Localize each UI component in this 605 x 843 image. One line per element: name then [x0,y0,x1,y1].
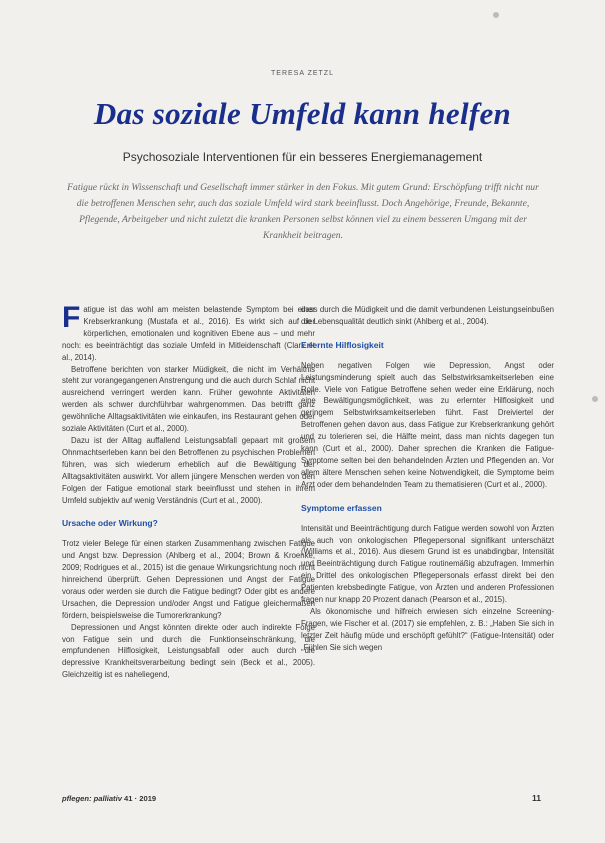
journal-footer [62,794,156,803]
paragraph: Depressionen und Angst könnten direkte oder auch indirekte Folge von Fatigue sein und durch die Funktionseinschränkung, die empfundenen Hilflosigkeit, Leistungsabfall oder auch durch die depressive Krankheitsverarbeitung bedingt sein (Beck et al., 2005). Gleichzeitig ist es naheliegend, [62,622,315,680]
section-heading: Erlernte Hilflosigkeit [301,339,384,350]
paragraph: Dazu ist der Alltag auffallend Leistungsabfall gepaart mit großem Ohnmachtserleben kann bei den Betroffenen zu psychischen Problemen führen, was sich wiederum erheblich auf die Bewältigung der Alltagsaktivitäten auswirkt. Vor allem jüngere Menschen werden von den Folgen der Fatigue emotional stark beeinflusst und stehen in ihrem Umfeld subjektiv auf wenig Verständnis (Curt et al., 2000). [62,435,315,505]
punch-mark [592,396,598,402]
lead-paragraph: Fatigue rückt in Wissenschaft und Gesellschaft immer stärker in den Fokus. Mit gutem Grund: Erschöpfung trifft nicht nur die betroffenen Menschen sehr, auch das soziale Umfeld wird stark beeinflusst. Doch Angehörige, Freunde, Bekannte, Pflegende, Arbeitgeber und nicht zuletzt die kranken Personen selbst können viel zu einem besseren Umgang mit der Krankheit beitragen. [67,182,539,241]
paragraph [62,301,315,364]
article-title: Das soziale Umfeld kann helfen [93,96,512,131]
journal-name: pflegen: palliativ [62,794,122,803]
paragraph: Trotz vieler Belege für einen starken Zusammenhang zwischen Fatigue und Angst bzw. Depression (Ahlberg et al., 2004; Brown & Kroenke, 2009; Rodrigues et al., 2015) ist die genaue Wirkungsrichtung noch nicht hinreichend überprüft. Gehen Depressionen und Angst der Fatigue voraus oder werden sie durch die Fatigue bedingt? Oder gibt es andere Ursachen, die Depression und/oder Angst und Fatigue gleichermaßen fördern, beispielsweise die Tumorerkrankung? [62,539,315,620]
paragraph: Intensität und Beeinträchtigung durch Fatigue werden sowohl von Ärzten als auch von onkologischen Pflegepersonal signifikant unterschätzt (Williams et al., 2016). Aus diesem Grund ist es unabdingbar, Intensität und Beeinträchtigung durch Fatigue routinemäßig abzufragen. Immerhin ein Drittel des onkologischen Pflegepersonals erfasst direkt bei den Patienten krebsbedingte Fatigue, von Ärzten und anderen Professionen fragen nur knapp 20 Prozent danach (Pearson et al., 2015). [301,523,554,605]
punch-mark [493,12,499,18]
drop-cap: F [62,301,81,334]
right-column [301,304,554,654]
paragraph: Neben negativen Folgen wie Depression, Angst oder Leistungsminderung spielt auch das Selbstwirksamkeitserleben eine Rolle. Viele von Fatigue Betroffene sehen weder eine Erklärung, noch eine Bewältigungsmöglichkeit, was zu erlernter Hilflosigkeit und geringem Selbstwirksamkeitserleben führt. Fast Dreiviertel der Betroffenen gehen davon aus, dass Fatigue zur Krebserkrankung gehört und zu tolerieren sei, die Hälfte meint, dass man nichts dagegen tun kann (Curt et al., 2000). Daher sprechen die Kranken die Fatigue-Symptome selten bei den behandelnden Ärzten und Pflegenden an. Vor allem ältere Menschen sehen keine Notwendigkeit, die Symptome beim Arzt oder dem behandelnden Team zu thematisieren (Curt et al., 2000). [301,360,554,489]
article-subtitle: Psychosoziale Interventionen für ein besseres Energiemanagement [122,150,483,164]
issue-number: 41 · 2019 [124,794,157,803]
author-name: TERESA ZETZL [271,70,334,77]
section-heading: Ursache oder Wirkung? [62,518,158,529]
left-column [62,301,315,681]
paragraph: dass durch die Müdigkeit und die damit verbundenen Leistungseinbußen die Lebensqualität deutlich sinkt (Ahlberg et al., 2004). [301,305,554,326]
paragraph: Betroffene berichten von starker Müdigkeit, die nicht im Verhältnis steht zur vorangegangenen Anstrengung und die auch durch Schlaf nicht ausreichend verringert werden kann. Früher gewohnte Aktivitäten werden als schwer durchführbar wahrgenommen. Das betrifft ganz gewöhnliche Alltagsaktivitäten wie einkaufen, ins Restaurant gehen oder soziale Aktivitäten (Curt et al., 2000). [62,364,315,434]
section-heading: Symptome erfassen [301,502,382,513]
paragraph: Als ökonomische und hilfreich erwiesen sich einzelne Screening-Fragen, wie Fischer et al. (2017) sie empfehlen, z. B.: „Haben Sie sich in letzter Zeit häufig müde und erschöpft gefühlt?“ (Fatigue-Intensität) oder „Fühlen Sie sich wegen [301,606,554,652]
page-number: 11 [532,793,541,803]
paragraph-text: atigue ist das wohl am meisten belastende Symptom bei einer Krebserkrankung (Mustafa et al., 2016). Es wirkt sich auf der körperlichen, emotionalen und kognitiven Ebene aus – und mehr noch: es beeinträchtigt das soziale Umfeld in Mitleidenschaft (Clark et al., 2014). [62,305,315,362]
